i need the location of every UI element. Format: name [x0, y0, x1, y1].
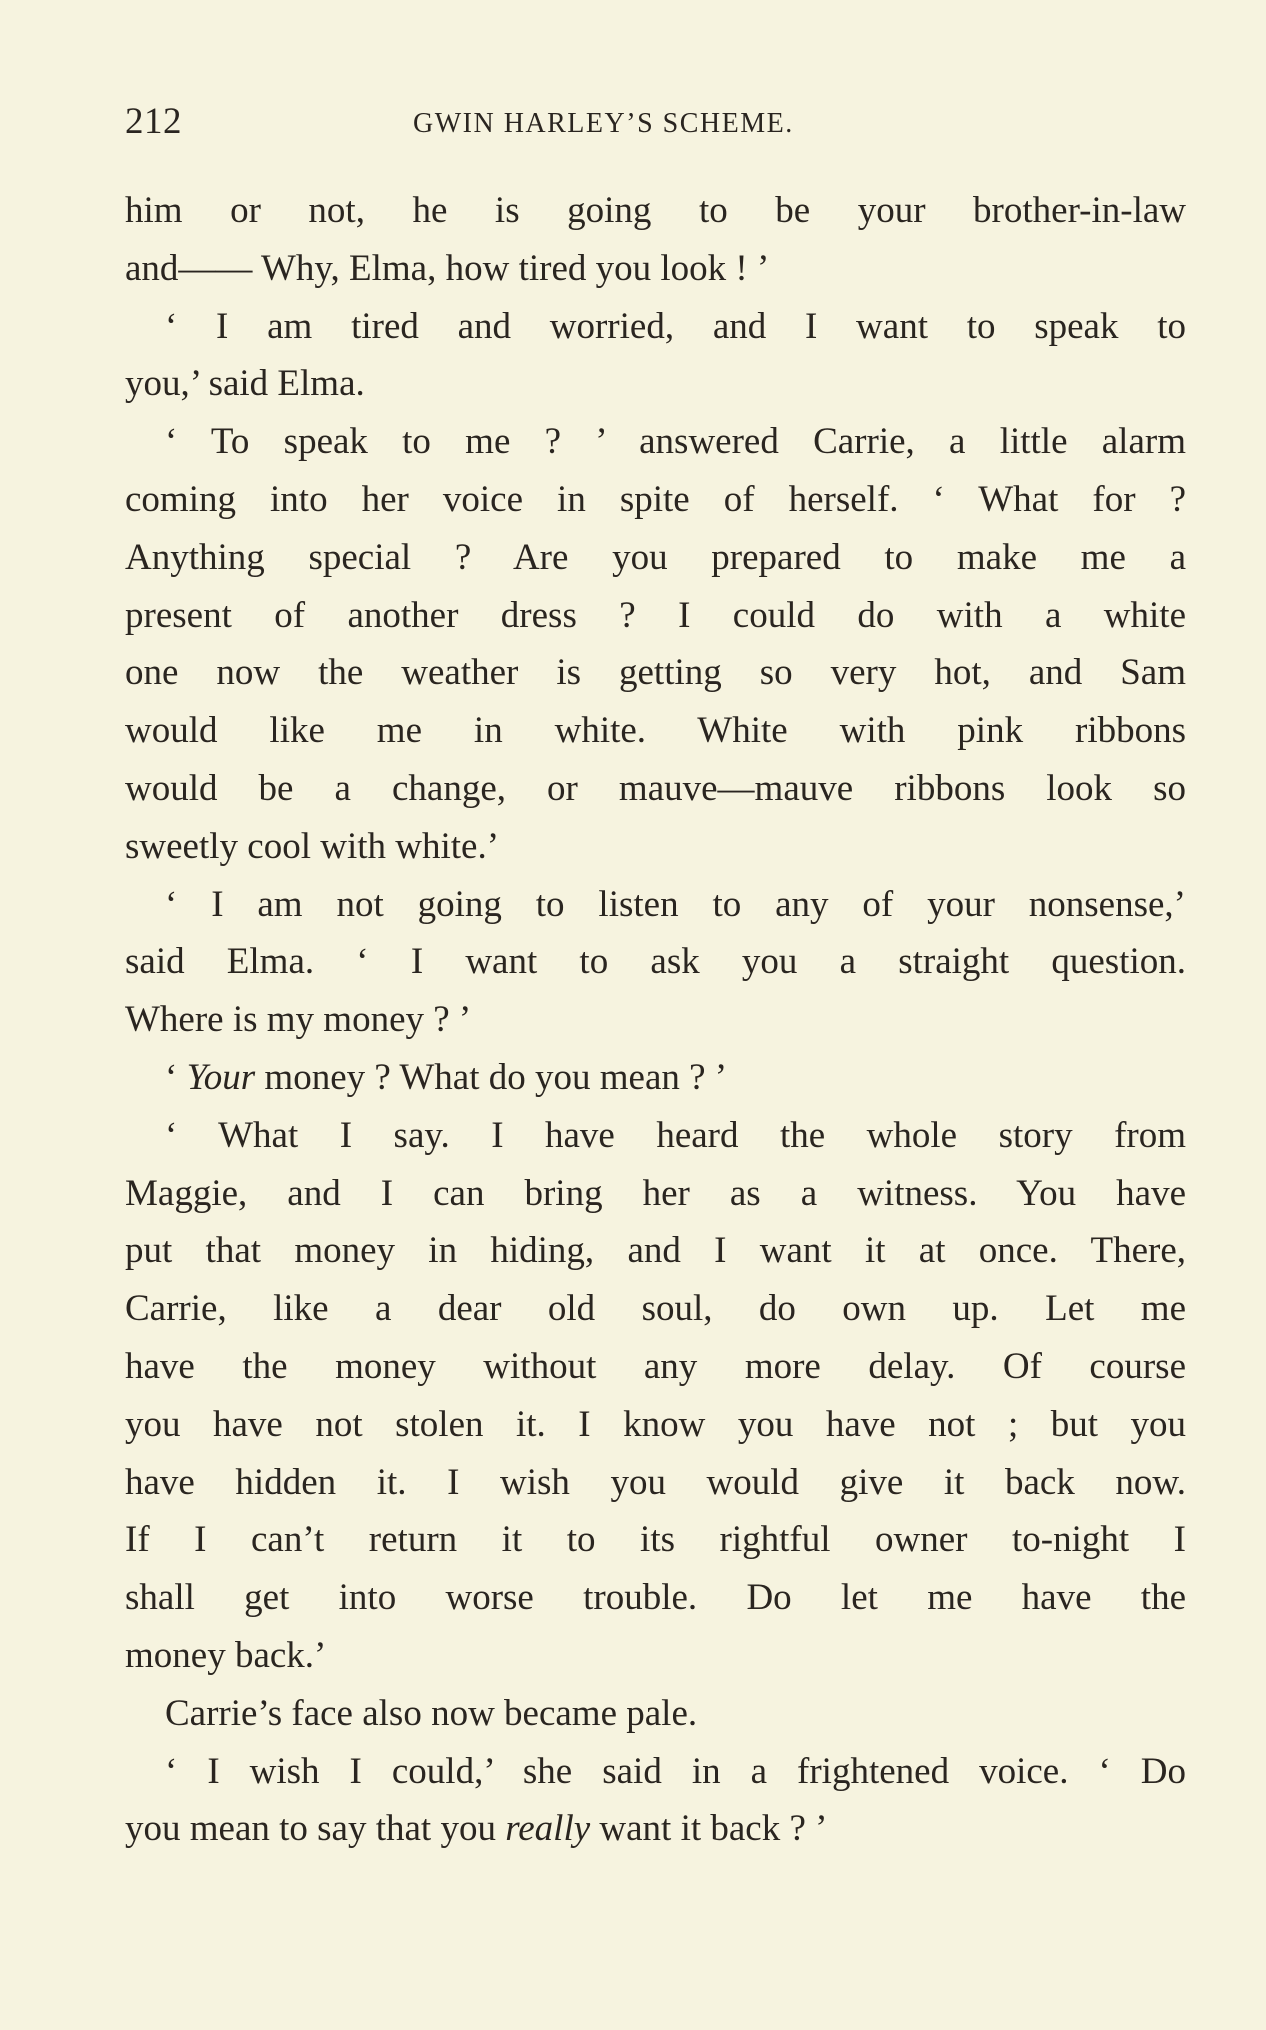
text-line: you have not stolen it. I know you have not ; but you [125, 1403, 1186, 1445]
text-line: ‘ What I say. I have heard the whole story from [165, 1114, 1186, 1156]
text-line: would like me in white. White with pink ribbons [125, 710, 1186, 752]
text-line: put that money in hiding, and I want it at once. There, [125, 1230, 1186, 1272]
text-line: and—— Why, Elma, how tired you look ! ’ [125, 247, 770, 289]
text-line [125, 1800, 1186, 1858]
text-line: him or not, he is going to be your brother-in-law [125, 190, 1186, 231]
text-line: Carrie’s face also now became pale. [165, 1692, 698, 1734]
text-line [125, 1049, 1186, 1107]
page-number: 212 [125, 101, 182, 142]
text-line: If I can’t return it to its rightful owner to-night I [125, 1519, 1186, 1561]
body-text [125, 182, 1186, 1858]
text-line: have hidden it. I wish you would give it back now. [125, 1461, 1186, 1503]
italic-text: Your [186, 1056, 256, 1098]
text-line: Maggie, and I can bring her as a witness. You have [125, 1172, 1186, 1214]
text-line: have the money without any more delay. Of course [125, 1345, 1186, 1387]
text-line: one now the weather is getting so very hot, and Sam [125, 652, 1186, 694]
italic-text: really [505, 1808, 591, 1850]
text-line: ‘ I wish I could,’ she said in a frightened voice. ‘ Do [165, 1750, 1186, 1792]
running-title: GWIN HARLEY’S SCHEME. [413, 108, 794, 139]
text-line: ‘ I am tired and worried, and I want to speak to [165, 305, 1186, 347]
text-line: you,’ said Elma. [125, 363, 365, 405]
text-line: said Elma. ‘ I want to ask you a straight question. [125, 941, 1186, 983]
text-line: Where is my money ? ’ [125, 999, 472, 1041]
text-line: Carrie, like a dear old soul, do own up. Let me [125, 1288, 1186, 1330]
text-segment: money ? What do you mean ? ’ [255, 1056, 728, 1098]
text-line: present of another dress ? I could do with a white [125, 594, 1186, 636]
text-line: would be a change, or mauve—mauve ribbons look so [125, 767, 1186, 809]
text-line: shall get into worse trouble. Do let me have the [125, 1577, 1186, 1619]
text-line: Anything special ? Are you prepared to make me a [125, 536, 1186, 578]
text-line: coming into her voice in spite of herself. ‘ What for ? [125, 478, 1186, 520]
text-segment: ‘ [165, 1056, 187, 1098]
text-line: ‘ To speak to me ? ’ answered Carrie, a little alarm [165, 421, 1186, 463]
text-line: ‘ I am not going to listen to any of your nonsense,’ [165, 883, 1186, 925]
text-line: money back.’ [125, 1634, 327, 1676]
text-segment: you mean to say that you [125, 1808, 506, 1850]
running-head [125, 100, 1186, 148]
text-line: sweetly cool with white.’ [125, 825, 500, 867]
text-segment: want it back ? ’ [590, 1808, 828, 1850]
